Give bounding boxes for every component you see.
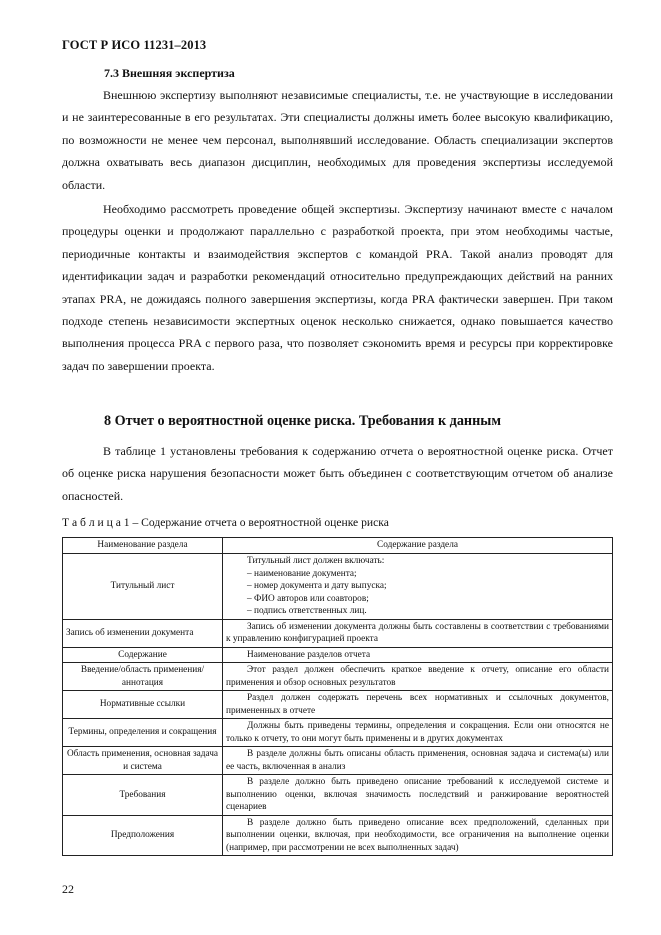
title-list-item: – ФИО авторов или соавторов; [247, 593, 369, 604]
row-name: Требования [63, 775, 223, 816]
column-header-content: Содержание раздела [223, 538, 613, 554]
row-name: Запись об изменении документа [63, 619, 223, 647]
column-header-name: Наименование раздела [63, 538, 223, 554]
table-header-row [63, 538, 613, 554]
row-content: Наименование разделов отчета [223, 647, 613, 663]
section-7-3-paragraph-2: Необходимо рассмотреть проведение общей экспертизы. Экспертизу начинают вместе с началом процедуры оценки и продолжают параллельно с разработкой проекта, при этом необходимы частые, периодичные контакты и взаимодействия экспертов с командой PRA. Такой анализ проводят для идентификации задач и разработки рекомендаций относительно предупреждающих действий на ранних этапах PRA, не дожидаясь полного завершения экспертизы, когда PRA фактически завершен. При таком подходе степень независимости экспертных оценок несколько снижается, однако повышается качество выполнения процесса PRA с первого раза, что позволяет сэкономить время и ресурсы при корректировке задач по завершении проекта. [62, 202, 613, 373]
section-8-paragraph: В таблице 1 установлены требования к содержанию отчета о вероятностной оценке риска. Отчет об оценке риска нарушения безопасности может быть объединен с соответствующим отчетом об анализе опасностей. [62, 444, 613, 503]
table-row [63, 691, 613, 719]
title-list-item: – номер документа и дату выпуска; [247, 581, 387, 591]
row-name: Введение/область применения/аннотация [63, 663, 223, 691]
row-content: Раздел должен содержать перечень всех нормативных и ссылочных документов, примененных в отчете [223, 691, 613, 719]
table-row [63, 815, 613, 856]
row-name: Область применения, основная задача и система [63, 747, 223, 775]
row-name: Титульный лист [63, 554, 223, 620]
standard-designation: ГОСТ Р ИСО 11231–2013 [62, 38, 207, 52]
section-7-3-paragraph-1: Внешнюю экспертизу выполняют независимые специалисты, т.е. не участвующие в исследовании и не заинтересованные в его результатах. Эти специалисты должны иметь более высокую квалификацию, по возможности не менее чем персонал, выполнявший исследование. Область специализации экспертов должна охватывать весь диапазон дисциплин, необходимых для проведения экспертизы исследуемой области. [62, 88, 613, 192]
title-list-item: – наименование документа; [247, 568, 357, 579]
table-caption: Т а б л и ц а 1 – Содержание отчета о вероятностной оценке риска [62, 516, 389, 529]
row-content: Должны быть приведены термины, определения и сокращения. Если они относятся не только к отчету, то они могут быть применены и в других документах [223, 719, 613, 747]
title-list-item: – подпись ответственных лиц. [247, 606, 367, 616]
row-content: В разделе должно быть приведено описание требований к исследуемой системе и выполнению оценки, включая значимость последствий и ранжирование вероятностей сценариев [223, 775, 613, 816]
row-name: Предположения [63, 815, 223, 856]
table-row [63, 775, 613, 816]
title-list-intro: Титульный лист должен включать: [247, 556, 385, 566]
table-row [63, 719, 613, 747]
page-number: 22 [62, 882, 74, 896]
section-8-title: 8 Отчет о вероятностной оценке риска. Требования к данным [104, 413, 502, 429]
row-name: Термины, определения и сокращения [63, 719, 223, 747]
table-row [63, 747, 613, 775]
table-row [63, 663, 613, 691]
row-content: Этот раздел должен обеспечить краткое введение к отчету, описание его области применения и обзор основных результатов [223, 663, 613, 691]
table-row [63, 554, 613, 620]
row-content [223, 554, 613, 620]
row-name: Нормативные ссылки [63, 691, 223, 719]
section-7-3-title: 7.3 Внешняя экспертиза [104, 66, 235, 80]
table-row [63, 619, 613, 647]
row-content: В разделе должно быть приведено описание всех предположений, сделанных при выполнении оценки, включая, при необходимости, все ограничения на выполнение оценки (например, при рассмотрении не всех выполненных задач) [223, 815, 613, 856]
table-row [63, 647, 613, 663]
report-contents-table [62, 537, 613, 856]
row-content: В разделе должны быть описаны область применения, основная задача и система(ы) или ее часть, включенная в анализ [223, 747, 613, 775]
row-name: Содержание [63, 647, 223, 663]
row-content: Запись об изменении документа должны быть составлены в соответствии с требованиями к управлению конфигурацией проекта [223, 619, 613, 647]
